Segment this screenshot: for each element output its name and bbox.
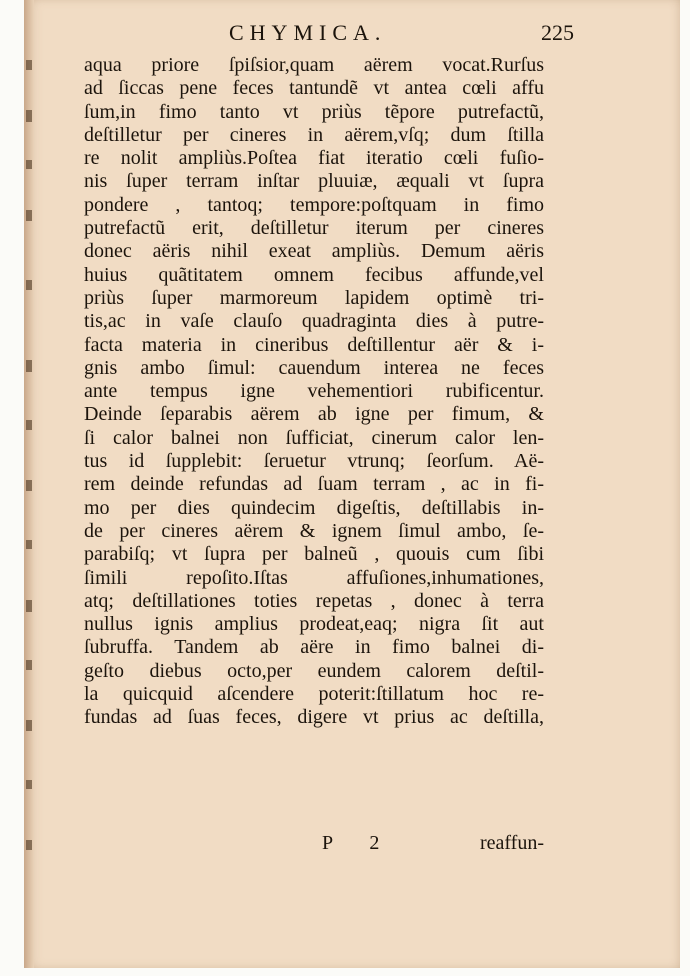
signature-mark: P 2 — [322, 832, 396, 854]
running-head: CHYMICA. — [229, 20, 387, 45]
text-line: de per cineres aërem & ignem ſimul ambo, ſe- — [84, 519, 544, 542]
catchword: reaffun- — [479, 832, 544, 854]
book-page — [24, 0, 680, 968]
text-line: donec aëris nihil exeat ampliùs. Demum aëris — [84, 240, 544, 263]
body-text — [84, 54, 544, 730]
page-footer — [84, 832, 544, 858]
page-number: 225 — [541, 20, 574, 45]
text-line: deſtilletur per cineres in aërem,vſq; dum ſtilla — [84, 123, 544, 146]
text-line: la quicquid aſcendere poterit:ſtillatum hoc re- — [84, 683, 544, 706]
text-line: facta materia in cineribus deſtillentur aër & i- — [84, 333, 544, 356]
text-line: ſimili repoſito.Iſtas affuſiones,inhumationes, — [84, 566, 544, 589]
text-line: ad ſiccas pene feces tantundẽ vt antea cœli affu — [84, 77, 544, 100]
text-line: ſum,in fimo tanto vt priùs tẽpore putrefactũ, — [84, 100, 544, 123]
text-line: mo per dies quindecim digeſtis, deſtillabis in- — [84, 496, 544, 519]
text-line: pondere , tantoq; tempore:poſtquam in fimo — [84, 193, 544, 216]
text-line: fundas ad ſuas feces, digere vt prius ac deſtilla, — [84, 706, 544, 729]
text-line: putrefactũ erit, deſtilletur iterum per cineres — [84, 217, 544, 240]
text-line: tus id ſupplebit: ſeruetur vtrunq; ſeorſum. Aë- — [84, 450, 544, 473]
text-line: nis ſuper terram inſtar pluuiæ, æquali vt ſupra — [84, 170, 544, 193]
text-line: ſubruffa. Tandem ab aëre in fimo balnei di- — [84, 636, 544, 659]
text-line: rem deinde refundas ad ſuam terram , ac in fi- — [84, 473, 544, 496]
text-line: Deinde ſeparabis aërem ab igne per fimum, & — [84, 403, 544, 426]
page-header — [84, 20, 574, 50]
text-line: atq; deſtillationes toties repetas , donec à terra — [84, 589, 544, 612]
text-line: ante tempus igne vehementiori rubificentur. — [84, 380, 544, 403]
text-line: re nolit ampliùs.Poſtea fiat iteratio cœli fuſio- — [84, 147, 544, 170]
text-line: tis,ac in vaſe clauſo quadraginta dies à putre- — [84, 310, 544, 333]
text-line: gnis ambo ſimul: cauendum interea ne feces — [84, 356, 544, 379]
show-through-marks — [24, 60, 38, 860]
text-line: huius quãtitatem omnem fecibus affunde,vel — [84, 263, 544, 286]
text-line: geſto diebus octo,per eundem calorem deſtil- — [84, 659, 544, 682]
text-line: priùs ſuper marmoreum lapidem optimè tri- — [84, 286, 544, 309]
text-line: parabiſq; vt ſupra per balneũ , quouis cum ſibi — [84, 543, 544, 566]
text-line: ſi calor balnei non ſufficiat, cinerum calor len- — [84, 426, 544, 449]
text-line: aqua priore ſpiſsior,quam aërem vocat.Rurſus — [84, 54, 544, 76]
text-line: nullus ignis amplius prodeat,eaq; nigra ſit aut — [84, 613, 544, 636]
